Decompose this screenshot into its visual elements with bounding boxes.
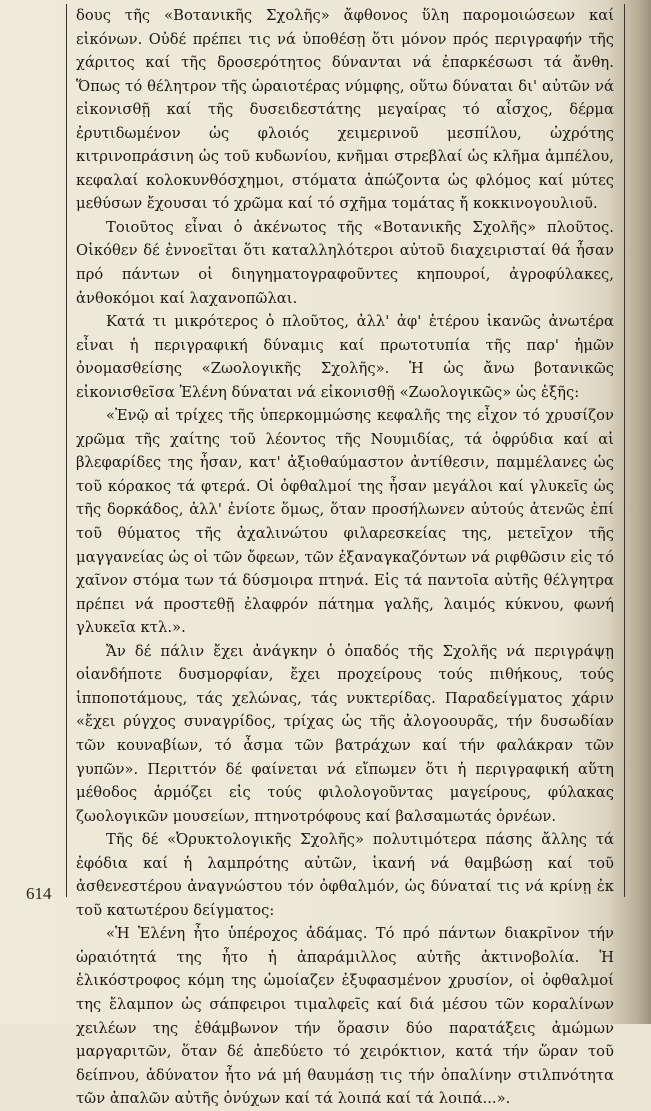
quotation-paragraph: «Ἡ Ἑλένη ἦτο ὑπέροχος ἀδάμας. Τό πρό πάντων διακρῖνον τήν ὡραιότητά της ἦτο ἡ ἀπαράμιλλος αὐτῆς ἀκτινοβολία. Ἡ ἑλικόστροφος κόμη της ὡμοίαζεν ἐξυφασμένον χρυσίον, οἱ ὀφθαλμοί της ἔλαμπον ὡς σάπφειροι τιμαλφεῖς καί διά μέσου τῶν κοραλίνων χειλέων της ἐθάμβωνον τήν ὅρασιν δύο παρατάξεις ἀμώμων μαργαριτῶν, ὅταν δέ ἀπεδύετο τό χειρόκτιον, κατά τήν ὥραν τοῦ δείπνου, ἀδύνατον ἦτο νά μή θαυμάσῃ τις τήν ὀπαλίνην στιλπνότητα τῶν ἀπαλῶν αὐτῆς ὀνύχων καί τά λοιπά καί τά λοιπά...». (76, 925, 614, 1108)
page-number: 614 (26, 884, 52, 903)
paragraph: Κατά τι μικρότερος ὁ πλοῦτος, ἀλλ' ἀφ' ἑτέρου ἱκανῶς ἀνωτέρα εἶναι ἡ περιγραφική δύναμις καί πρωτοτυπία τῆς παρ' ἡμῶν ὀνομασθείσης «Ζωολογικῆς Σχολῆς». Ἡ ὡς ἄνω βοτανικῶς εἰκονισθεῖσα Ἑλένη δύναται νά εἰκονισθῇ «Ζωολογικῶς» ὡς ἑξῆς: (76, 313, 614, 401)
paragraph: Τοιοῦτος εἶναι ὁ ἀκένωτος τῆς «Βοτανικῆς Σχολῆς» πλοῦτος. Οἰκόθεν δέ ἐννοεῖται ὅτι καταλληλότεροι αὐτοῦ διαχειρισταί θά ἦσαν πρό πάντων οἱ διηγηματογραφοῦντες κηπουροί, ἀγροφύλακες, ἀνθοκόμοι καί λαχανοπῶλαι. (76, 218, 614, 307)
paragraph: Τῆς δέ «Ὀρυκτολογικῆς Σχολῆς» πολυτιμότερα πάσης ἄλλης τά ἐφόδια καί ἡ λαμπρότης αὐτῶν, ἱκανή νά θαμβώσῃ καί τοῦ ἀσθενεστέρου ἀναγνώστου τόν ὀφθαλμόν, ὡς δύναταί τις νά κρίνῃ ἐκ τοῦ κατωτέρου δείγματος: (76, 831, 614, 919)
right-margin-rule (624, 4, 625, 897)
left-margin-rule (66, 4, 67, 897)
paragraph-continuation: δους τῆς «Βοτανικῆς Σχολῆς» ἄφθονος ὕλη παρομοιώσεων καί εἰκόνων. Οὐδέ πρέπει τις νά ὑποθέσῃ ὅτι μόνον πρός περιγραφήν τῆς χάριτος καί τῆς δροσερότητος δύνανται νά ἐπαρκέσωσι τά ἄνθη. Ὅπως τό θέλητρον τῆς ὡραιοτέρας νύμφης, οὕτω δύναται δι' αὐτῶν νά εἰκονισθῇ καί τῆς δυσειδεστάτης μεγαίρας τό αἶσχος, δέρμα ἐρυτιδωμένον ὡς φλοιός χειμερινοῦ μεσπίλου, ὠχρότης κιτρινοπράσινη ὡς τοῦ κυδωνίου, κνῆμαι στρεβλαί ὡς κλῆμα ἀμπέλου, κεφαλαί κολοκυνθόσχημοι, στόματα ἀπώζοντα ὡς φλόμος καί μύτες μεθύσων ἔχουσαι τό χρῶμα καί τό σχῆμα τομάτας ἤ κοκκινογουλιοῦ. (76, 7, 614, 213)
body-text (76, 4, 614, 1111)
quotation-paragraph: «Ἐνῷ αἱ τρίχες τῆς ὑπερκομμώσης κεφαλῆς της εἶχον τό χρυσίζον χρῶμα τῆς χαίτης τοῦ λέοντος τῆς Νουμιδίας, τά ὀφρύδια καί αἱ βλεφαρίδες της ἦσαν, κατ' ἀξιοθαύμαστον ἀντίθεσιν, παμμέλανες ὡς τοῦ κόρακος τά φτερά. Οἱ ὀφθαλμοί της ἦσαν μεγάλοι καί γλυκεῖς ὡς τῆς δορκάδος, ἀλλ' ἐνίοτε ὅμως, ὅταν προσήλωνεν αὐτούς ἀτενῶς ἐπί τοῦ θύματος τῆς ἀχαλινώτου φιλαρεσκείας της, μετεῖχον τῆς μαγγανείας ὡς οἱ τῶν ὄφεων, τῶν ἐξαναγκαζόντων νά ριφθῶσιν εἰς τό χαῖνον στόμα των τά δύσμοιρα πτηνά. Εἰς τά παντοῖα αὐτῆς θέλγητρα πρέπει νά προστεθῇ ἐλαφρόν πάτημα γαλῆς, λαιμός κύκνου, φωνή γλυκεῖα κτλ.». (76, 407, 614, 637)
paragraph: Ἄν δέ πάλιν ἔχει ἀνάγκην ὁ ὀπαδός τῆς Σχολῆς νά περιγράψῃ οἱανδήποτε δυσμορφίαν, ἔχει προχείρους τούς πιθήκους, τούς ἱπποποτάμους, τάς χελώνας, τάς νυκτερίδας. Παραδείγματος χάριν «ἔχει ρύγχος συναγρίδος, τρίχας ὡς τῆς ἀλογοουρᾶς, τήν δυσωδίαν τῶν κουναβίων, τό ἆσμα τῶν βατράχων καί τήν φαλάκραν τῶν γυπῶν». Περιττόν δέ φαίνεται νά εἴπωμεν ὅτι ἡ περιγραφική αὕτη μέθοδος ἁρμόζει εἰς τούς φιλολογοῦντας μαγείρους, φύλακας ζωολογικῶν μουσείων, πτηνοτρόφους καί βαλσαμωτάς ὀρνέων. (76, 642, 614, 825)
